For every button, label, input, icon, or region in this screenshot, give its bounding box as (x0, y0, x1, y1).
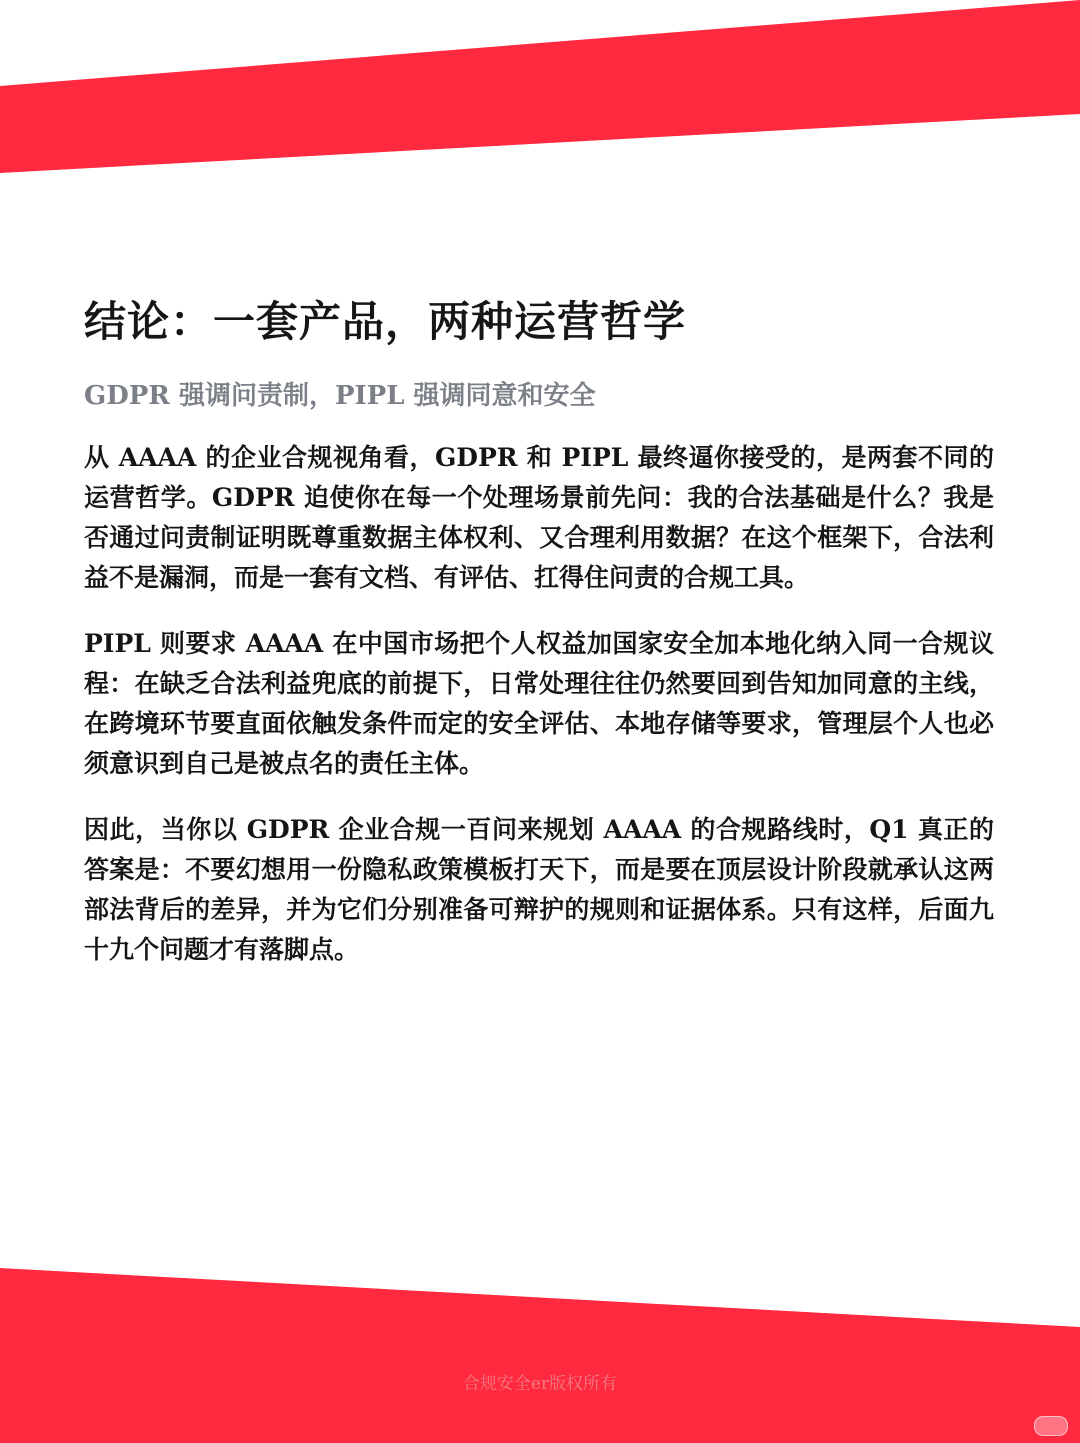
body-paragraph-3: 因此，当你以 GDPR 企业合规一百问来规划 AAAA 的合规路线时，Q1 真正的答案是：不要幻想用一份隐私政策模板打天下，而是要在顶层设计阶段就承认这两部法背后的差异，并为它们分别准备可辩护的规则和证据体系。只有这样，后面九十九个问题才有落脚点。 (84, 815, 994, 964)
page-title: 结论：一套产品，两种运营哲学 (84, 297, 687, 346)
top-red-band (0, 0, 1080, 175)
page-subtitle: GDPR 强调问责制，PIPL 强调同意和安全 (84, 381, 596, 411)
watermark-badge-icon (1034, 1416, 1068, 1436)
body-paragraph-1: 从 AAAA 的企业合规视角看，GDPR 和 PIPL 最终逼你接受的，是两套不同的运营哲学。GDPR 迫使你在每一个处理场景前先问：我的合法基础是什么？我是否通过问责制证明既尊重数据主体权利、又合理利用数据？在这个框架下，合法利益不是漏洞，而是一套有文档、有评估、扛得住问责的合规工具。 (84, 443, 994, 592)
copyright-footer: 合规安全er版权所有 (462, 1374, 618, 1394)
body-paragraph-2: PIPL 则要求 AAAA 在中国市场把个人权益加国家安全加本地化纳入同一合规议程：在缺乏合法利益兜底的前提下，日常处理往往仍然要回到告知加同意的主线，在跨境环节要直面依触发条件而定的安全评估、本地存储等要求，管理层个人也必须意识到自己是被点名的责任主体。 (84, 629, 994, 778)
bottom-red-band (0, 1268, 1080, 1443)
top-red-band-shape (0, 0, 1080, 173)
bottom-red-band-shape (0, 1268, 1080, 1443)
article (84, 290, 994, 970)
